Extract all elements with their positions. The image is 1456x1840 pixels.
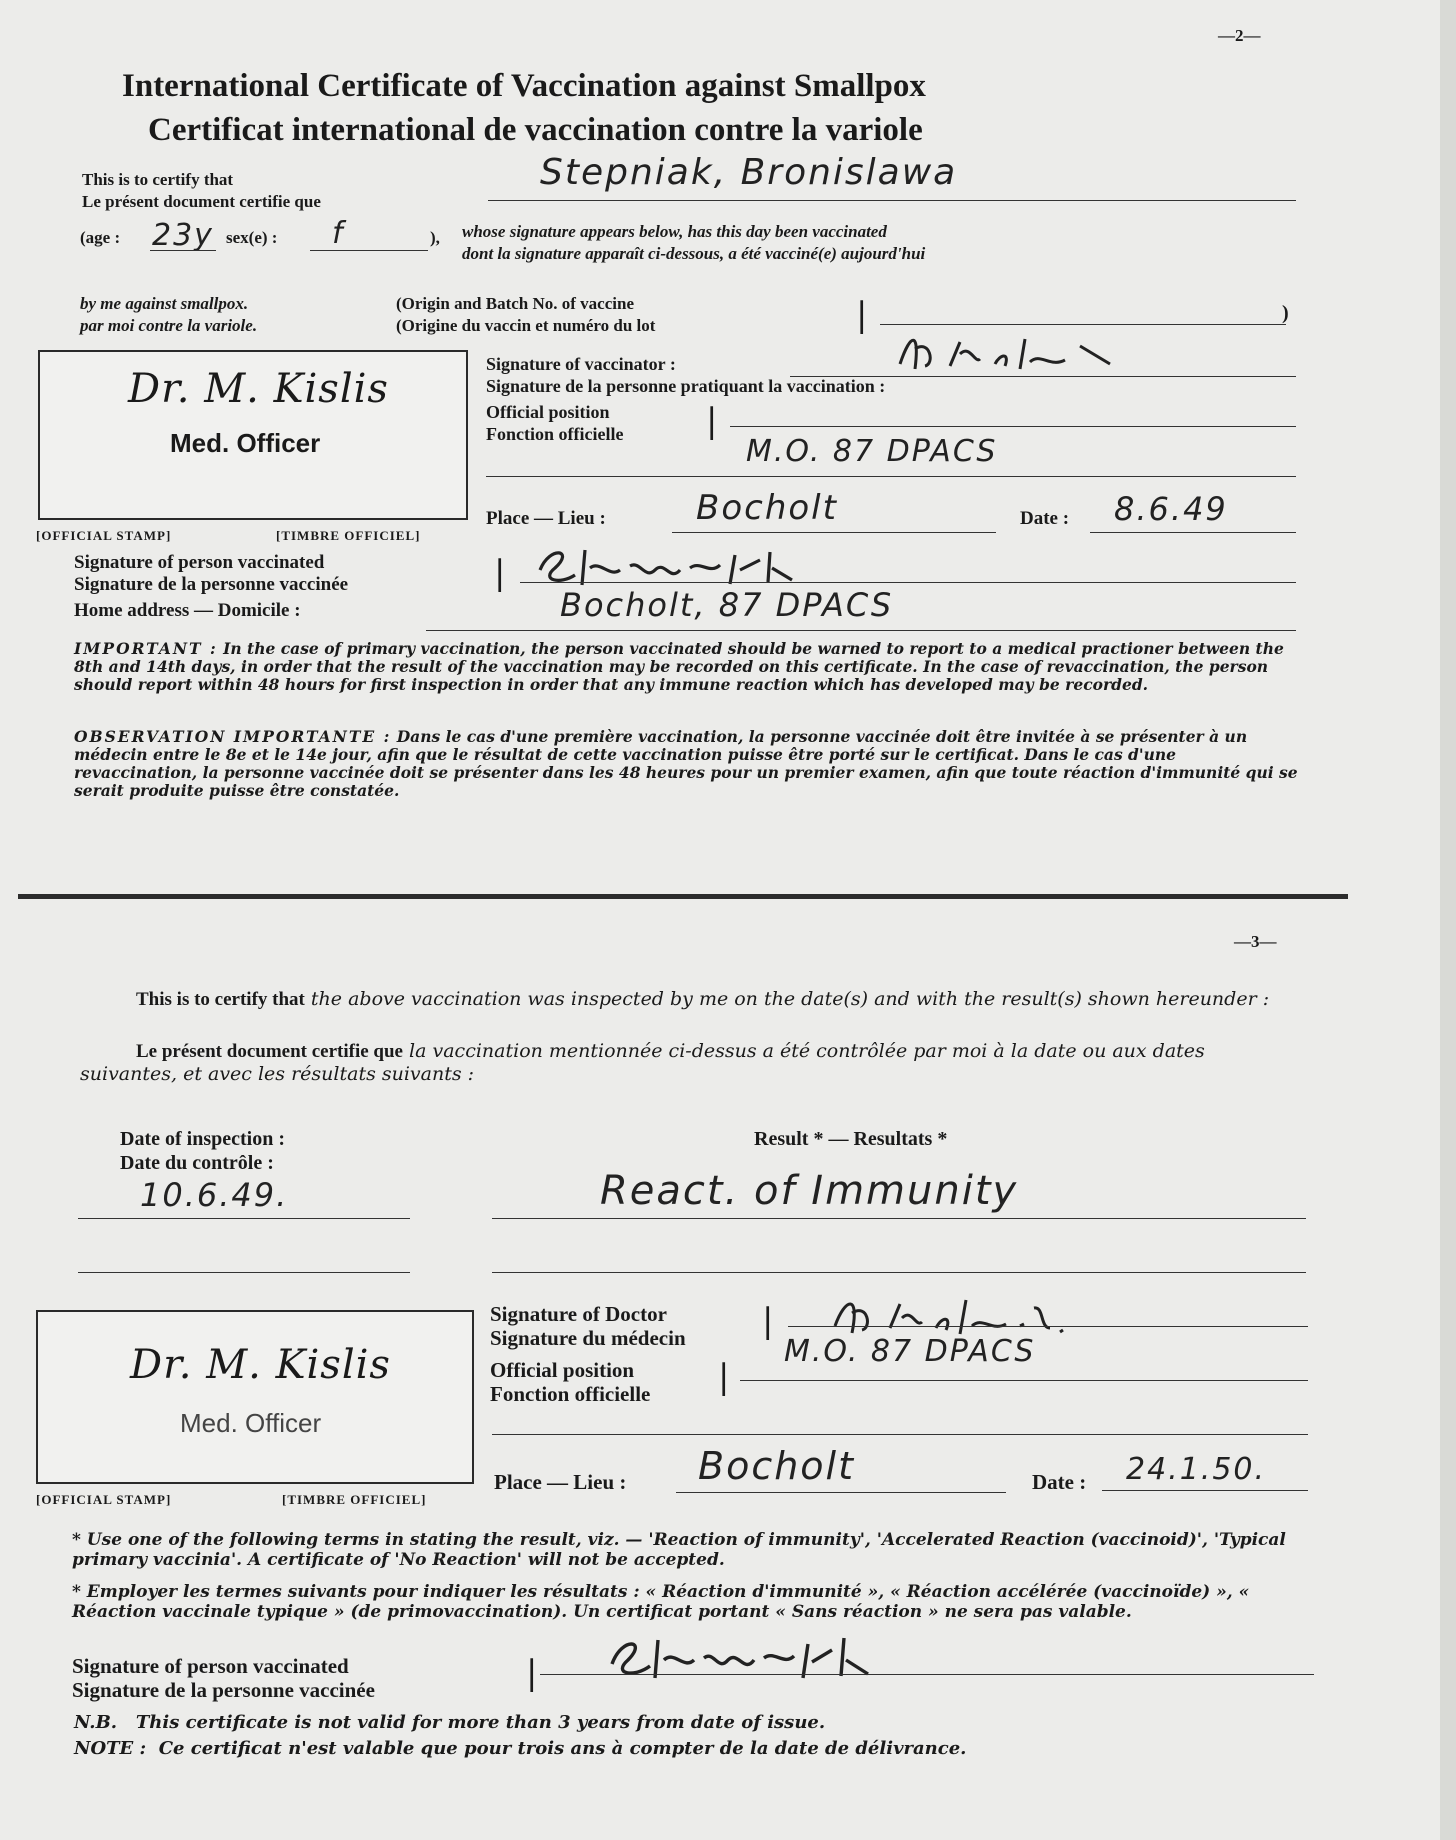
important-text-en: In the case of primary vaccination, the person vaccinated should be warned to report to a medical practioner between the 8th and 14th days, in order that the result of the vaccination may be recorded on this certificate. In the case of revaccination, the person should report within 48 hours for first inspection in order that any immune reaction which has developed may be recorded. xyxy=(74,639,1284,694)
inspection-intro-fr-bold: Le présent document certifie que xyxy=(136,1041,403,1062)
date-value-1: 8.6.49 xyxy=(1114,490,1228,528)
stamp-1-name: Dr. M. Kislis xyxy=(128,366,389,412)
stamp-2-title: Med. Officer xyxy=(180,1408,322,1438)
title-english: International Certificate of Vaccination against Smallpox xyxy=(122,68,926,104)
inspection-date-label-fr: Date du contrôle : xyxy=(120,1152,274,1174)
important-paragraph-en xyxy=(74,640,1298,694)
place-label-2: Place — Lieu : xyxy=(494,1470,627,1494)
home-address-label: Home address — Domicile : xyxy=(74,600,301,621)
position-brace: | xyxy=(706,401,718,441)
nb-text-fr: Ce certificat n'est valable que pour trois ans à compter de la date de délivrance. xyxy=(158,1738,967,1759)
person-signature-2 xyxy=(600,1628,900,1688)
date-label-2: Date : xyxy=(1032,1470,1087,1494)
date-value-2: 24.1.50. xyxy=(1126,1452,1267,1487)
place-line-2 xyxy=(676,1492,1006,1493)
origin-label-fr: (Origine du vaccin et numéro du lot xyxy=(396,316,656,335)
person-sig-label-fr: Signature de la personne vaccinée xyxy=(74,574,349,595)
person2-sig-label-fr: Signature de la personne vaccinée xyxy=(72,1678,375,1702)
position-line-1 xyxy=(730,426,1296,427)
doctor-position-line-1 xyxy=(740,1380,1308,1381)
position-line-2 xyxy=(486,476,1296,477)
inspection-date-line-2 xyxy=(78,1272,410,1273)
stamp-2-label-left: [OFFICIAL STAMP] xyxy=(36,1492,172,1507)
by-me-en: by me against smallpox. xyxy=(80,294,249,313)
doctor-position-brace: | xyxy=(718,1357,730,1397)
doctor-sig-brace: | xyxy=(762,1301,774,1341)
age-line xyxy=(150,250,216,251)
name-line xyxy=(488,200,1296,201)
vaccinator-position-value: M.O. 87 DPACS xyxy=(746,434,998,469)
important-heading-fr: OBSERVATION IMPORTANTE : xyxy=(74,727,392,746)
age-value: 23y xyxy=(152,218,214,253)
title-french: Certificat international de vaccination contre la variole xyxy=(148,112,923,148)
origin-brace: | xyxy=(856,295,868,335)
certify-label-fr: Le présent document certifie que xyxy=(82,192,321,211)
date-label-1: Date : xyxy=(1020,508,1070,529)
vaccinator-sig-line xyxy=(790,376,1296,377)
certify-label-en: This is to certify that xyxy=(82,170,234,189)
nb-label-fr: NOTE : xyxy=(74,1738,147,1759)
doctor-position-line-2 xyxy=(492,1434,1308,1435)
place-label-1: Place — Lieu : xyxy=(486,508,606,529)
doctor-sig-label-fr: Signature du médecin xyxy=(490,1326,686,1350)
person2-sig-line xyxy=(540,1674,1314,1675)
important-text-fr: Dans le cas d'une première vaccination, la personne vaccinée doit être invitée à se présenter à un médecin entre le 8e et le 14e jour, afin que le résultat de cette vaccination puisse être porté sur le certificat. Dans le cas d'une revaccination, la personne vaccinée doit se présenter dans les 48 heures pour un premier examen, afin que toute réaction d'immunité qui se serait produite puisse être constatée. xyxy=(74,727,1298,800)
inspection-intro-en-italic: the above vaccination was inspected by me on the date(s) and with the result(s) shown hereunder : xyxy=(310,988,1270,1010)
page-number-top: —2— xyxy=(1218,26,1261,45)
whose-signature-en: whose signature appears below, has this day been vaccinated xyxy=(462,222,887,241)
by-me-fr: par moi contre la variole. xyxy=(80,316,258,335)
person2-sig-label-en: Signature of person vaccinated xyxy=(72,1654,349,1678)
sex-label: sex(e) : xyxy=(226,228,278,247)
stamp-2-label-right: [TIMBRE OFFICIEL] xyxy=(282,1492,427,1507)
page-divider xyxy=(18,894,1348,899)
age-label: (age : xyxy=(80,228,121,247)
stamp-1-label-right: [TIMBRE OFFICIEL] xyxy=(276,528,421,543)
place-value-2: Bocholt xyxy=(698,1444,856,1488)
home-address-value: Bocholt, 87 DPACS xyxy=(560,586,894,624)
result-value: React. of Immunity xyxy=(600,1168,1019,1214)
page-number-bottom: —3— xyxy=(1234,932,1277,951)
official-stamp-1 xyxy=(38,350,468,520)
origin-label-en: (Origin and Batch No. of vaccine xyxy=(396,294,634,313)
result-line-2 xyxy=(492,1272,1306,1273)
vaccinator-signature xyxy=(880,324,1150,384)
inspection-date-line-1 xyxy=(78,1218,410,1219)
place-value-1: Bocholt xyxy=(696,488,838,528)
sex-value: f xyxy=(332,216,345,251)
stamp-2-name: Dr. M. Kislis xyxy=(130,1342,391,1388)
address-line xyxy=(426,630,1296,631)
official-stamp-2 xyxy=(36,1310,474,1484)
person2-sig-brace: | xyxy=(526,1653,538,1693)
doctor-position-value: M.O. 87 DPACS xyxy=(784,1334,1036,1369)
inspection-date-label-en: Date of inspection : xyxy=(120,1128,285,1150)
person-sig-label-en: Signature of person vaccinated xyxy=(74,552,325,573)
origin-close-paren: ) xyxy=(1282,302,1289,324)
stamp-1-title: Med. Officer xyxy=(170,428,321,458)
vaccinator-position-label-en: Official position xyxy=(486,402,610,422)
doctor-position-label-fr: Fonction officielle xyxy=(490,1382,651,1406)
nb-en xyxy=(74,1712,825,1733)
important-heading-en: IMPORTANT : xyxy=(74,639,218,658)
footnote-en: * Use one of the following terms in stating the result, viz. — 'Reaction of immunity', 'Accelerated Reaction (vaccinoid)', 'Typical primary vaccinia'. A certificate of 'No Reaction' will not be accepted. xyxy=(72,1530,1286,1570)
nb-label-en: N.B. xyxy=(74,1712,118,1733)
vaccinator-position-label-fr: Fonction officielle xyxy=(486,424,624,444)
footnote-fr: * Employer les termes suivants pour indiquer les résultats : « Réaction d'immunité », « Réaction accélérée (vaccinoïde) », « Réaction vaccinale typique » (de primovaccination). Un certificat portant « Sans réaction » ne sera pas valable. xyxy=(72,1582,1250,1622)
vaccinated-person-name: Stepniak, Bronislawa xyxy=(540,152,958,193)
result-line-1 xyxy=(492,1218,1306,1219)
inspection-intro-fr xyxy=(80,1040,1304,1085)
vaccinator-sig-label-en: Signature of vaccinator : xyxy=(486,354,676,374)
result-label: Result * — Resultats * xyxy=(754,1128,948,1150)
inspection-date-value: 10.6.49. xyxy=(140,1176,289,1214)
nb-text-en: This certificate is not valid for more than 3 years from date of issue. xyxy=(135,1712,826,1733)
sex-line xyxy=(310,250,428,251)
date-line-2 xyxy=(1102,1490,1308,1491)
vaccinator-sig-label-fr: Signature de la personne pratiquant la vaccination : xyxy=(486,376,886,396)
place-line-1 xyxy=(672,532,996,533)
date-line-1 xyxy=(1090,532,1296,533)
stamp-1-label-left: [OFFICIAL STAMP] xyxy=(36,528,172,543)
person-sig-brace: | xyxy=(494,553,506,593)
inspection-intro-fr-italic: la vaccination mentionnée ci-dessus a été contrôlée par moi à la date ou aux dates suivantes, et avec les résultats suivants : xyxy=(80,1040,1205,1085)
person-sig-line xyxy=(520,582,1296,583)
doctor-sig-line xyxy=(788,1326,1308,1327)
whose-signature-fr: dont la signature apparaît ci-dessous, a été vacciné(e) aujourd'hui xyxy=(462,244,926,263)
close-paren: ), xyxy=(430,228,440,247)
doctor-sig-label-en: Signature of Doctor xyxy=(490,1302,667,1326)
inspection-intro-en-bold: This is to certify that xyxy=(136,989,305,1010)
inspection-intro-en xyxy=(80,988,1304,1011)
nb-fr xyxy=(74,1738,966,1759)
doctor-position-label-en: Official position xyxy=(490,1358,635,1382)
important-paragraph-fr xyxy=(74,728,1298,800)
